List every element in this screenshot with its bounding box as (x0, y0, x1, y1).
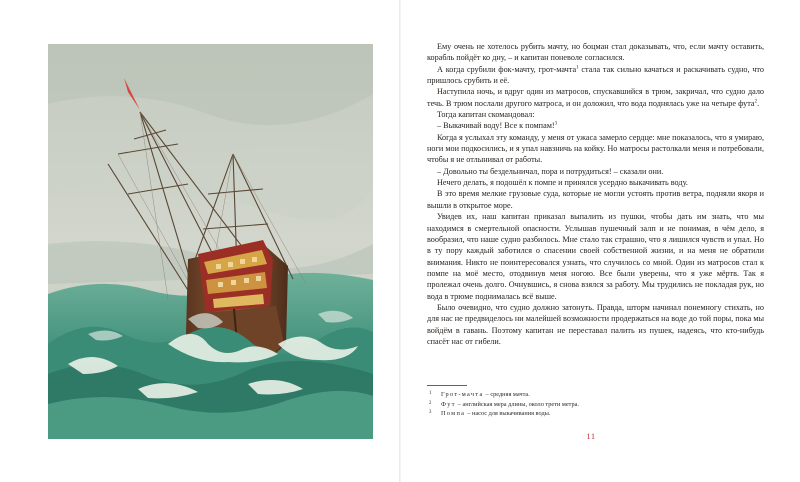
footnote-item (427, 400, 764, 410)
paragraph: Нечего делать, я подошёл к помпе и принялся усердно выкачивать воду. (437, 178, 688, 188)
paragraph: А когда срубили фок-мачту, грот-мачта$^1$ стала так сильно качаться и раскачивать судно, что пришлось срубить и её. (427, 64, 765, 86)
paragraph: Когда я услыхал эту команду, у меня от ужаса замерло сердце: мне показалось, что я умираю, ноги мои подкосились, и я упал навзничь на койку. Но матросы растолкали меня и потребовали, чтобы я не отлынивал от работы. (427, 132, 764, 165)
footnote-ref: 2 (754, 98, 758, 104)
paragraph: Ему очень не хотелось рубить мачту, но боцман стал доказывать, что, если мачту оставить, корабль пойдёт ко дну, – и капитан поневоле согласился. (427, 42, 764, 63)
paragraph: – Довольно ты бездельничал, пора и потрудиться! – сказали они. (437, 166, 664, 176)
paragraph: – Выкачивай воду! Все к помпам!$^3$ (437, 121, 558, 131)
paragraph: Было очевидно, что судно должно затонуть. Правда, шторм начинал понемногу стихать, но для нас не предвиделось ни малейшей возможности продержаться на воде до той поры, пока мы войдём в гавань. Поэтому капитан не переставал палить из пушек, надеясь, что кто-нибудь спасёт нас от гибели. (427, 302, 764, 346)
chapter-text (427, 41, 764, 347)
paragraph: Увидев их, наш капитан приказал выпалить из пушки, чтобы дать им знать, что мы находимся в смертельной опасности. Услышав пушечный залп и не понимая, в чём дело, я вообразил, что наше судно разбилось. Мне стало так страшно, что я лишился чувств и упал. Но в ту пору каждый заботился о спасении своей собственной жизни, и на меня не обратили внимания. Никто не поинтересовался узнать, что случилось со мной. Один из матросов стал к помпе на моё место, отодвинув меня ногою. Все были уверены, что я уже мёртв. Так я пролежал очень долго. Очнувшись, я снова взялся за работу. Мы трудились не покладая рук, но вода в трюме поднималась всё выше. (427, 212, 764, 301)
footnote-term: Помпа (441, 410, 466, 418)
footnote-term: Грот-мачта (441, 391, 484, 398)
footnote-term: Фут (441, 400, 456, 408)
page-number: 11 (586, 431, 596, 441)
footnote-number: 3 (429, 410, 432, 416)
ship-storm-image (48, 44, 373, 439)
page-gutter (399, 0, 401, 482)
paragraph: В это время мелкие грузовые суда, которые не могли устоять против ветра, подняли якоря и вышли в открытое море. (427, 189, 764, 210)
footnote-text: – насос для выкачивания воды. (467, 410, 551, 418)
footnotes (427, 390, 764, 419)
ship-storm-illustration (48, 44, 373, 439)
footnote-ref: 3 (554, 121, 558, 127)
footnote-number: 2 (429, 400, 432, 406)
footnote-item (427, 409, 764, 419)
paragraph: Наступила ночь, и вдруг один из матросов, спускавшийся в трюм, закричал, что судно дало течь. В трюм послали другого матроса, и он доложил, что вода поднялась уже на четыре фута$^2$. (427, 87, 764, 108)
footnote-text: – средняя мачта. (485, 391, 530, 398)
footnote-number: 1 (429, 391, 432, 396)
footnote-ref: 1 (576, 64, 579, 70)
paragraph: Тогда капитан скомандовал: (437, 110, 535, 120)
footnote-text: – английская мера длины, около трети метра. (457, 400, 580, 408)
footnote-divider (427, 385, 467, 386)
footnote-item (427, 390, 764, 400)
